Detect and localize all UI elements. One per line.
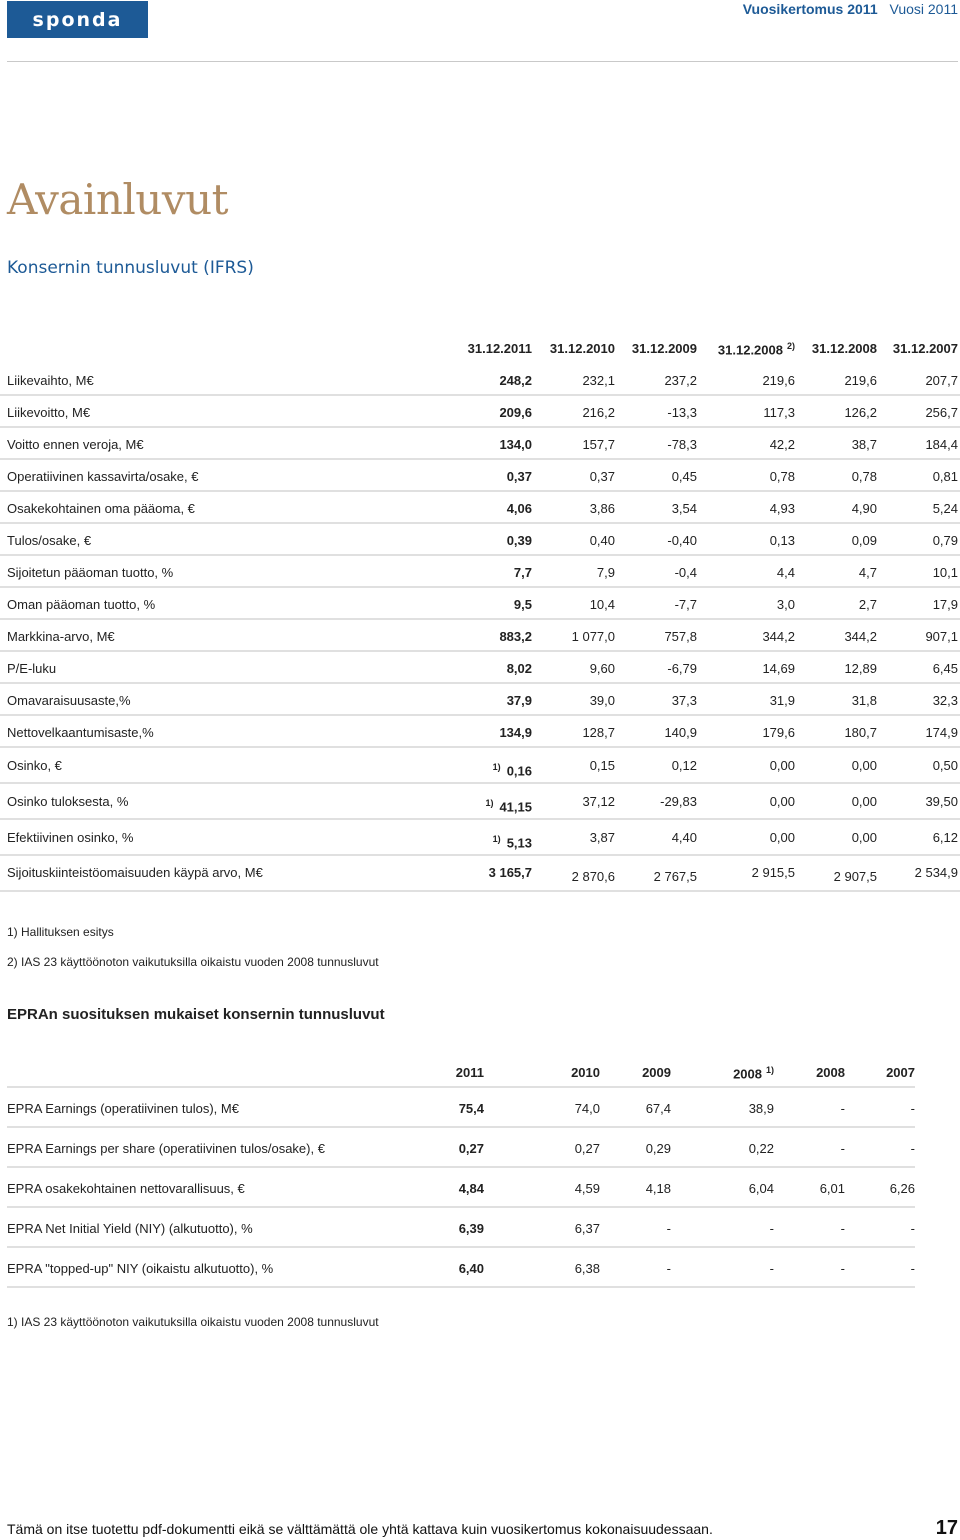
column-header-text: 2008 <box>733 1066 762 1082</box>
table-row <box>0 856 960 892</box>
row-value: 6,45 <box>932 661 958 676</box>
sponda-logo: sponda <box>7 1 148 38</box>
row-label: Markkina-arvo, M€ <box>7 629 115 644</box>
value-text: 41,15 <box>499 799 532 815</box>
row-value: 14,69 <box>762 661 795 676</box>
row-label: Oman pääoman tuotto, % <box>7 597 156 612</box>
table-row <box>0 460 960 492</box>
row-value: 0,22 <box>748 1141 774 1156</box>
row-value: 0,37 <box>589 469 615 484</box>
row-value: 37,3 <box>671 693 697 708</box>
row-value: 17,9 <box>932 597 958 612</box>
row-value: 180,7 <box>844 725 877 740</box>
column-header: 2008 <box>816 1065 845 1080</box>
row-value: 0,27 <box>458 1141 484 1156</box>
row-value: 0,00 <box>769 830 795 845</box>
row-value: 757,8 <box>664 629 697 644</box>
row-value: 0,78 <box>851 469 877 484</box>
table-row <box>0 716 960 748</box>
row-label: Tulos/osake, € <box>7 533 92 548</box>
row-value: 219,6 <box>844 373 877 388</box>
row-value: -29,83 <box>660 794 697 809</box>
table-row <box>0 784 960 820</box>
row-value: 3,87 <box>589 830 615 845</box>
row-value: -78,3 <box>667 437 697 452</box>
row-label: Operatiivinen kassavirta/osake, € <box>7 469 199 484</box>
row-value: 344,2 <box>762 629 795 644</box>
table-row <box>0 524 960 556</box>
row-value: 344,2 <box>844 629 877 644</box>
row-value: 0,79 <box>932 533 958 548</box>
row-value: 0,40 <box>589 533 615 548</box>
table-row <box>0 428 960 460</box>
table-header <box>0 330 960 364</box>
table-row <box>0 492 960 524</box>
page-number: 17 <box>935 1517 958 1539</box>
row-value: 38,9 <box>748 1101 774 1116</box>
row-value: - <box>769 1261 774 1276</box>
table-row <box>0 748 960 784</box>
row-value: -13,3 <box>667 405 697 420</box>
row-value: 37,12 <box>582 794 615 809</box>
epra-table-row <box>7 1168 915 1208</box>
row-label: P/E-luku <box>7 661 57 676</box>
row-value: - <box>910 1221 915 1236</box>
row-value: 883,2 <box>499 629 532 644</box>
epra-table-row <box>7 1208 915 1248</box>
row-value: 174,9 <box>925 725 958 740</box>
row-value <box>493 834 532 850</box>
row-value: 7,9 <box>596 565 615 580</box>
row-value: 6,01 <box>819 1181 845 1196</box>
row-value: 0,13 <box>769 533 795 548</box>
row-value: 0,39 <box>506 533 532 548</box>
row-label: Liikevaihto, M€ <box>7 373 94 388</box>
footer-disclaimer: Tämä on itse tuotettu pdf-dokumentti eikä se välttämättä ole yhtä kattava kuin vuosikertomus kokonaisuudessaan. <box>7 1521 713 1537</box>
row-value: 232,1 <box>582 373 615 388</box>
row-label: EPRA Earnings (operatiivinen tulos), M€ <box>7 1101 239 1116</box>
row-value: 0,27 <box>574 1141 600 1156</box>
table-row <box>0 588 960 620</box>
row-value: 6,38 <box>574 1261 600 1276</box>
report-year[interactable]: Vuosi 2011 <box>889 1 958 17</box>
row-label: Nettovelkaantumisaste,% <box>7 725 154 740</box>
row-value: 134,9 <box>499 725 532 740</box>
row-value: 3 165,7 <box>488 865 532 880</box>
report-title[interactable]: Vuosikertomus 2011 <box>742 1 878 17</box>
column-header: 31.12.2009 <box>631 341 697 356</box>
row-value: - <box>769 1221 774 1236</box>
row-value: - <box>910 1141 915 1156</box>
row-label: EPRA Earnings per share (operatiivinen tulos/osake), € <box>7 1141 325 1156</box>
row-value: 42,2 <box>769 437 795 452</box>
row-value: 74,0 <box>574 1101 600 1116</box>
row-value: 1 077,0 <box>571 629 615 644</box>
epra-table-row <box>7 1248 915 1288</box>
row-value: 134,0 <box>499 437 532 452</box>
row-value: - <box>840 1261 845 1276</box>
row-value: 3,86 <box>589 501 615 516</box>
row-value: 75,4 <box>458 1101 484 1116</box>
row-value: 31,8 <box>851 693 877 708</box>
row-value: 4,59 <box>574 1181 600 1196</box>
column-footnote-marker: 2) <box>786 341 795 351</box>
row-value: 2 767,5 <box>653 869 697 884</box>
row-label: Omavaraisuusaste,% <box>7 693 131 708</box>
row-value: 6,04 <box>748 1181 774 1196</box>
report-header <box>743 1 958 17</box>
row-value: 2 870,6 <box>571 869 615 884</box>
page-title: Avainluvut <box>7 175 229 224</box>
section-title: Konsernin tunnusluvut (IFRS) <box>7 258 254 278</box>
row-value: 0,00 <box>851 758 877 773</box>
row-value <box>485 798 532 814</box>
column-header: 2007 <box>886 1065 915 1080</box>
row-value: 0,29 <box>645 1141 671 1156</box>
row-value: 4,06 <box>506 501 532 516</box>
table-row <box>0 684 960 716</box>
row-value: 6,39 <box>458 1221 484 1236</box>
footnote-2: 2) IAS 23 käyttöönoton vaikutuksilla oikaistu vuoden 2008 tunnusluvut <box>7 955 379 969</box>
row-label: EPRA Net Initial Yield (NIY) (alkutuotto), % <box>7 1221 253 1236</box>
row-value: 37,9 <box>506 693 532 708</box>
epra-table-header <box>7 1058 915 1088</box>
row-value: 31,9 <box>769 693 795 708</box>
row-value: 0,45 <box>671 469 697 484</box>
footnote-1: 1) Hallituksen esitys <box>7 925 114 939</box>
epra-table-row <box>7 1088 915 1128</box>
table-row <box>0 820 960 856</box>
table-row <box>0 364 960 396</box>
column-footnote-marker: 1) <box>765 1065 774 1075</box>
column-header: 31.12.2010 <box>549 341 615 356</box>
row-value: 179,6 <box>762 725 795 740</box>
column-header: 31.12.2008 <box>811 341 877 356</box>
row-label: Osakekohtainen oma pääoma, € <box>7 501 195 516</box>
value-text: 0,16 <box>506 763 532 779</box>
row-value: 4,18 <box>645 1181 671 1196</box>
row-value: 38,7 <box>851 437 877 452</box>
column-header: 31.12.2011 <box>467 341 532 356</box>
row-value: - <box>840 1221 845 1236</box>
column-header: 2010 <box>571 1065 600 1080</box>
row-value: 3,54 <box>671 501 697 516</box>
row-label: Voitto ennen veroja, M€ <box>7 437 144 452</box>
row-value: 216,2 <box>582 405 615 420</box>
row-value: - <box>910 1101 915 1116</box>
footnote-marker: 1) <box>492 834 501 844</box>
row-value: 4,7 <box>858 565 877 580</box>
row-value: - <box>666 1221 671 1236</box>
row-value: - <box>840 1101 845 1116</box>
row-value: 0,50 <box>932 758 958 773</box>
row-value: 8,02 <box>506 661 532 676</box>
row-value: 6,40 <box>458 1261 484 1276</box>
row-label: Osinko, € <box>7 758 62 773</box>
footnote-marker: 1) <box>492 762 501 772</box>
row-value: - <box>840 1141 845 1156</box>
row-value: 0,15 <box>589 758 615 773</box>
row-value: 4,4 <box>776 565 795 580</box>
column-header: 2011 <box>455 1065 484 1080</box>
row-label: Sijoitetun pääoman tuotto, % <box>7 565 174 580</box>
table-row <box>0 620 960 652</box>
value-text: 5,13 <box>506 835 532 851</box>
column-header-text: 31.12.2008 <box>717 342 783 358</box>
row-value: 7,7 <box>513 565 532 580</box>
row-value: - <box>910 1261 915 1276</box>
row-value: 126,2 <box>844 405 877 420</box>
row-value: 0,00 <box>851 794 877 809</box>
row-value: 0,00 <box>851 830 877 845</box>
column-header <box>733 1065 774 1081</box>
column-header: 2009 <box>642 1065 671 1080</box>
row-value: 209,6 <box>499 405 532 420</box>
row-label: Efektiivinen osinko, % <box>7 830 134 845</box>
row-value: 10,1 <box>932 565 958 580</box>
footnote-marker: 1) <box>485 798 494 808</box>
row-value: -7,7 <box>674 597 697 612</box>
row-value: 6,26 <box>889 1181 915 1196</box>
row-value <box>493 762 532 778</box>
row-value: 0,12 <box>671 758 697 773</box>
row-value: 39,0 <box>589 693 615 708</box>
row-value: 0,00 <box>769 794 795 809</box>
row-value: -0,40 <box>667 533 697 548</box>
row-value: 0,37 <box>506 469 532 484</box>
row-value: 128,7 <box>582 725 615 740</box>
key-figures-table <box>0 330 960 892</box>
row-value: 4,40 <box>671 830 697 845</box>
column-header: 31.12.2007 <box>892 341 958 356</box>
row-value: 0,78 <box>769 469 795 484</box>
row-value: - <box>666 1261 671 1276</box>
row-value: 157,7 <box>582 437 615 452</box>
row-value: 5,24 <box>932 501 958 516</box>
table-row <box>0 396 960 428</box>
row-label: Liikevoitto, M€ <box>7 405 91 420</box>
row-label: EPRA osakekohtainen nettovarallisuus, € <box>7 1181 245 1196</box>
row-value: 117,3 <box>763 405 795 420</box>
row-value: 184,4 <box>925 437 958 452</box>
epra-footnote: 1) IAS 23 käyttöönoton vaikutuksilla oikaistu vuoden 2008 tunnusluvut <box>7 1315 379 1329</box>
row-value: 907,1 <box>925 629 958 644</box>
row-value: 4,84 <box>458 1181 484 1196</box>
row-value: 12,89 <box>844 661 877 676</box>
row-value: 2,7 <box>858 597 877 612</box>
epra-table <box>0 1058 960 1288</box>
row-value: 256,7 <box>925 405 958 420</box>
epra-title: EPRAn suosituksen mukaiset konsernin tunnusluvut <box>7 1006 385 1023</box>
header-divider <box>7 61 958 62</box>
row-value: 0,09 <box>851 533 877 548</box>
row-value: -0,4 <box>674 565 697 580</box>
row-value: 10,4 <box>589 597 615 612</box>
row-value: 140,9 <box>664 725 697 740</box>
row-value: 207,7 <box>925 373 958 388</box>
row-value: 9,5 <box>513 597 532 612</box>
row-value: 237,2 <box>664 373 697 388</box>
row-label: Osinko tuloksesta, % <box>7 794 129 809</box>
row-value: 4,90 <box>851 501 877 516</box>
row-value: 32,3 <box>932 693 958 708</box>
row-value: 248,2 <box>499 373 532 388</box>
row-value: 67,4 <box>645 1101 671 1116</box>
row-value: 6,37 <box>574 1221 600 1236</box>
row-value: -6,79 <box>667 661 697 676</box>
row-value: 2 534,9 <box>914 865 958 880</box>
row-value: 9,60 <box>589 661 615 676</box>
table-row <box>0 556 960 588</box>
row-value: 4,93 <box>769 501 795 516</box>
column-header <box>718 341 795 357</box>
row-label: EPRA "topped-up" NIY (oikaistu alkutuotto), % <box>7 1261 274 1276</box>
row-label: Sijoituskiinteistöomaisuuden käypä arvo, M€ <box>7 865 263 880</box>
row-value: 3,0 <box>776 597 795 612</box>
epra-table-row <box>7 1128 915 1168</box>
row-value: 2 907,5 <box>833 869 877 884</box>
row-value: 219,6 <box>762 373 795 388</box>
row-value: 0,00 <box>769 758 795 773</box>
row-value: 6,12 <box>932 830 958 845</box>
table-row <box>0 652 960 684</box>
row-value: 0,81 <box>932 469 958 484</box>
row-value: 39,50 <box>925 794 958 809</box>
row-value: 2 915,5 <box>751 865 795 880</box>
